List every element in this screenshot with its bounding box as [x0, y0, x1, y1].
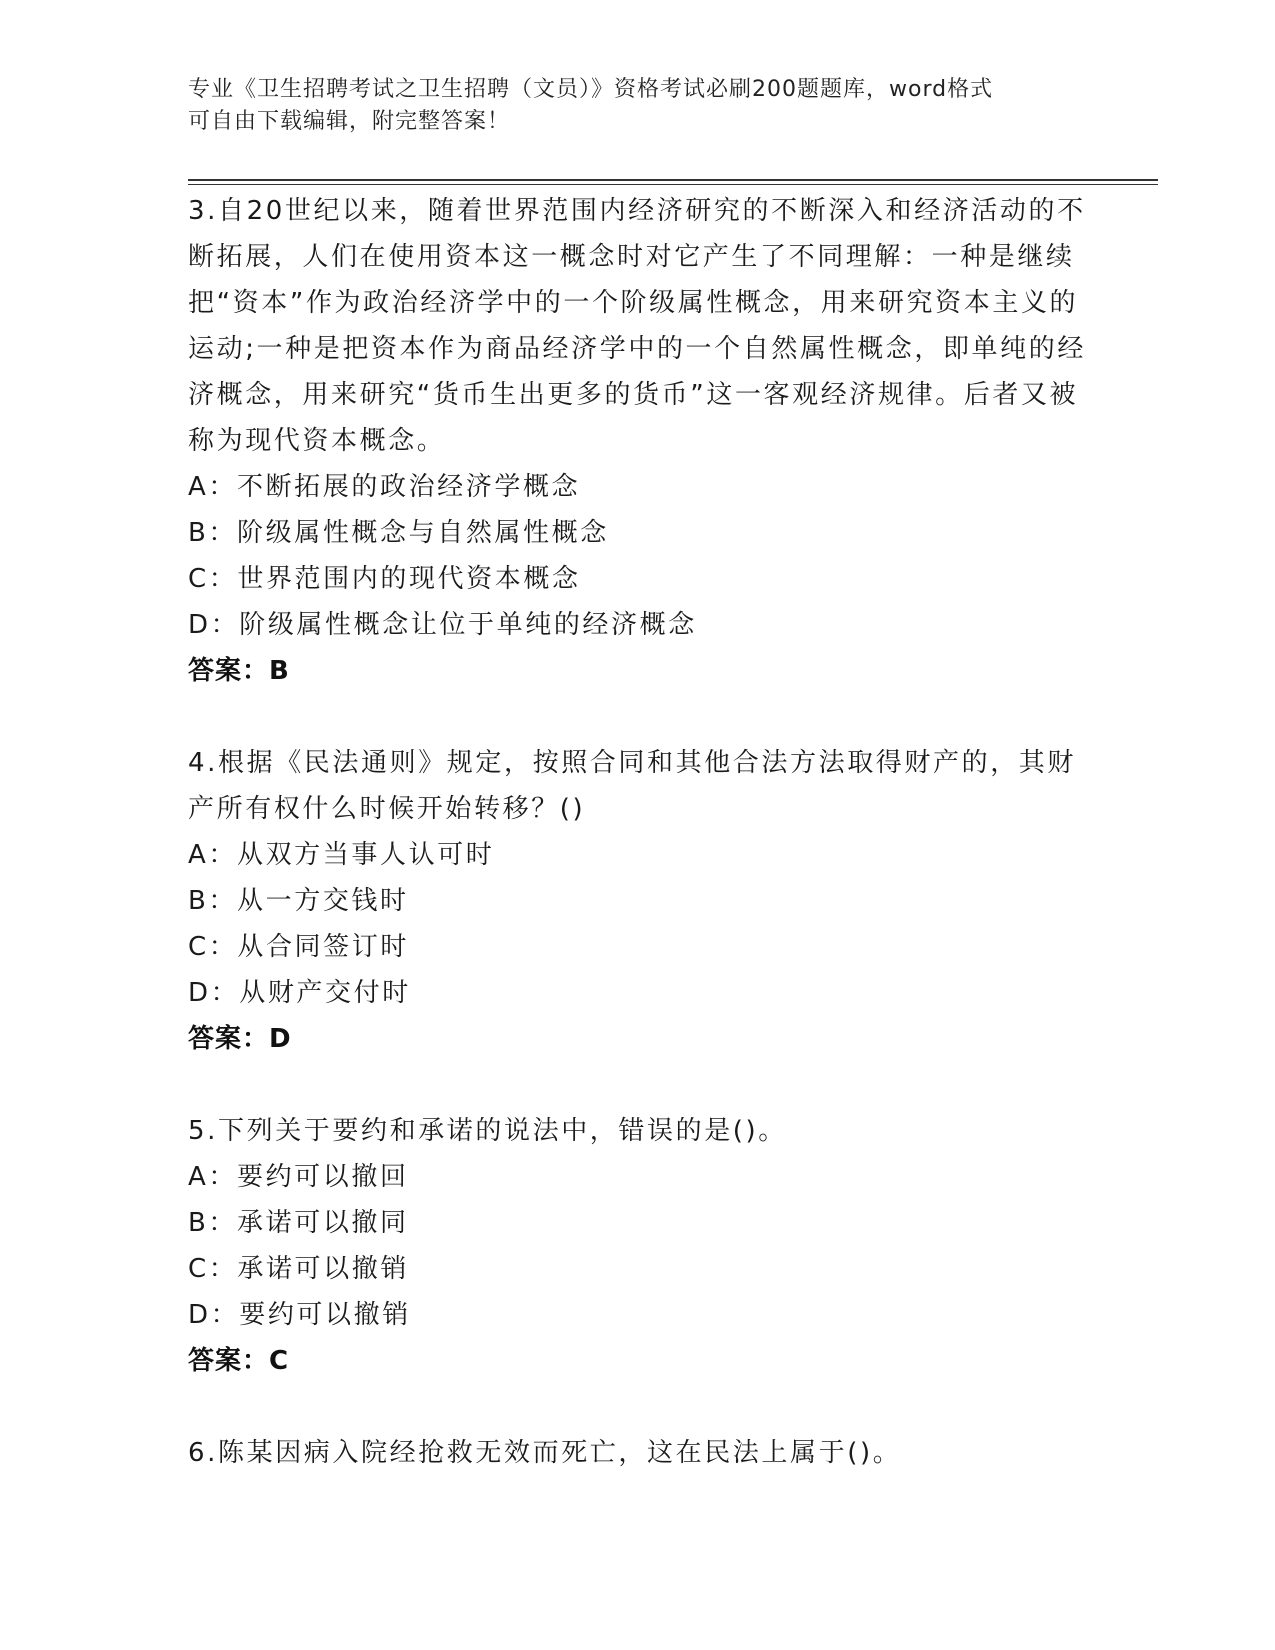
question-text: 4.根据《民法通则》规定，按照合同和其他合法方法取得财产的，其财产所有权什么时候开始转移？() — [188, 748, 1077, 824]
question-5 — [188, 1108, 1088, 1384]
option-b: B：阶级属性概念与自然属性概念 — [188, 518, 609, 548]
option-a: A：不断拓展的政治经济学概念 — [188, 472, 581, 502]
question-6 — [188, 1430, 1088, 1476]
question-text: 5.下列关于要约和承诺的说法中，错误的是()。 — [188, 1116, 787, 1146]
option-d: D：要约可以撤销 — [188, 1300, 411, 1330]
answer-line: 答案：B — [188, 656, 290, 686]
option-d: D：阶级属性概念让位于单纯的经济概念 — [188, 610, 697, 640]
question-3 — [188, 188, 1088, 694]
header-divider-thin — [188, 184, 1158, 185]
header-line-2: 可自由下载编辑，附完整答案！ — [188, 109, 511, 134]
document-header — [188, 74, 1088, 138]
answer-line: 答案：C — [188, 1346, 290, 1376]
question-list — [188, 188, 1088, 1476]
option-a: A：从双方当事人认可时 — [188, 840, 495, 870]
question-text: 3.自20世纪以来，随着世界范围内经济研究的不断深入和经济活动的不断拓展，人们在使用资本这一概念时对它产生了不同理解：一种是继续把“资本”作为政治经济学中的一个阶级属性概念，用来研究资本主义的运动;一种是把资本作为商品经济学中的一个自然属性概念，即单纯的经济概念，用来研究“货币生出更多的货币”这一客观经济规律。后者又被称为现代资本概念。 — [188, 196, 1086, 456]
header-line-1: 专业《卫生招聘考试之卫生招聘（文员）》资格考试必刷200题题库，word格式 — [188, 77, 994, 102]
option-b: B：承诺可以撤同 — [188, 1208, 409, 1238]
spacer — [188, 1062, 1088, 1108]
question-4 — [188, 740, 1088, 1062]
spacer — [188, 694, 1088, 740]
option-d: D：从财产交付时 — [188, 978, 411, 1008]
spacer — [188, 1384, 1088, 1430]
option-a: A：要约可以撤回 — [188, 1162, 409, 1192]
option-b: B：从一方交钱时 — [188, 886, 409, 916]
option-c: C：从合同签订时 — [188, 932, 409, 962]
option-c: C：承诺可以撤销 — [188, 1254, 409, 1284]
answer-line: 答案：D — [188, 1024, 292, 1054]
option-c: C：世界范围内的现代资本概念 — [188, 564, 581, 594]
header-divider-thick — [188, 179, 1158, 181]
question-text: 6.陈某因病入院经抢救无效而死亡，这在民法上属于()。 — [188, 1438, 902, 1468]
